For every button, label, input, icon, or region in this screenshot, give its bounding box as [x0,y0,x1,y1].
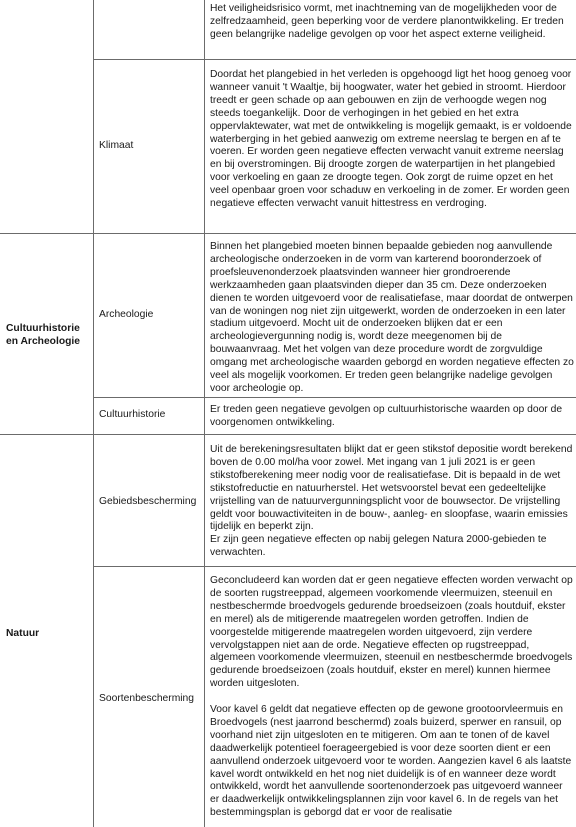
soortenbescherming-text [210,575,574,820]
external-safety-paragraph: Het veiligheidsrisico vormt, met inachtneming van de mogelijkheden voor de zelfredzaamheid, geen beperking voor de verdere planontwikkeling. Er treden geen belangrijke nadelige gevolgen op voor het aspect externe veiligheid. [210,3,564,40]
soortenbescherming-paragraph-2: Voor kavel 6 geldt dat negatieve effecten op de gewone grootoorvleermuis en Broedvogels (nest jaarrond beschermd) zoals buizerd, sperwer en ransuil, op voorhand niet zijn uitgesloten en te mitigeren. Om aan te tonen of de kavel daadwerkelijk potentieel foerageergebied is voor deze soorten dient er een aanvullend onderzoek uitgevoerd voor te worden. Aangezien kavel 6 als laatste kavel wordt ontwikkeld en het nog niet duidelijk is of en wanneer deze wordt ontwikkeld, wordt het aanvullende soortenonderzoek pas uitgevoerd wanneer er daadwerkelijk ontwikkelingsplannen zijn voor kavel 6. In de regels van het bestemmingsplan is geborgd dat er voor de realisatie [210,704,572,819]
klimaat-text [210,69,574,211]
category-natuur: Natuur [6,628,40,639]
klimaat-paragraph: Doordat het plangebied in het verleden is opgehoogd ligt het hoog genoeg voor wanneer vanuit 't Waaltje, bij hoogwater, water het gebied in stroomt. Hierdoor treedt er geen schade op aan gebouwen en zijn de verhoogde wegen nog steeds toegankelijk. Door de verhogingen in het gebied en het extra oppervlaktewater, wat met de ontwikkeling is mogelijk gemaakt, is er voldoende waterberging in het gebied aanwezig om extreme neerslag te bergen en af te voeren. Er worden geen negatieve effecten verwacht vanuit extreme neerslag en bij overstromingen. Bij droogte zorgen de waterpartijen in het plangebied voor verkoeling en gaan ze droogte tegen. Ook zorgt de ruime opzet en het veel openbaar groen voor schaduw en verkoeling in de zomer. Er worden geen negatieve effecten verwacht vanuit hittestress en verdroging. [210,69,572,210]
column-divider-right [204,0,205,827]
section-divider [0,434,576,435]
cultuurhistorie-paragraph: Er treden geen negatieve gevolgen op cultuurhistorische waarden op door de voorgenomen ontwikkeling. [210,404,563,428]
cultuurhistorie-text [210,404,574,430]
external-safety-text [210,3,574,42]
klimaat-label: Klimaat [99,140,134,151]
soortenbescherming-paragraph-1: Geconcludeerd kan worden dat er geen negatieve effecten worden verwacht op de soorten rugstreeppad, algemeen voorkomende vleermuizen, steenuil en nestbeschermde broedvogels gedurende broedseizoen (zoals houtduif, ekster en merel) als de mitigerende maatregelen worden getroffen. Indien de voorgestelde mitigerende maatregelen worden uitgevoerd, zijn verdere vervolgstappen niet aan de orde. Negatieve effecten op rugstreeppad, algemeen voorkomende vleermuizen, steenuil en nestbeschermde broedvogels gedurende broedseizoen (zoals houtduif, ekster en merel) kunnen hiermee worden uitgesloten. [210,575,573,690]
gebiedsbescherming-label: Gebiedsbescherming [99,496,197,507]
archeologie-paragraph: Binnen het plangebied moeten binnen bepaalde gebieden nog aanvullende archeologische onderzoeken in de vorm van karterend booronderzoek of proefsleuvenonderzoek plaatsvinden wanneer hier grondroerende werkzaamheden gaan plaatsvinden dieper dan 35 cm. Deze onderzoeken dienen te worden uitgevoerd voor de realisatiefase, maar doordat de ontwerpen van de woningen nog niet zijn uitgewerkt, worden de onderzoeken in een later stadium uitgevoerd. Mocht uit de onderzoeken blijken dat er een archeologievergunning nodig is, wordt deze meegenomen bij de bouwaanvraag. Met het volgen van deze procedure wordt de zorgvuldige omgang met archeologische waarden geborgd en worden negatieve effecten zo veel als mogelijk voorkomen. Er treden geen belangrijke nadelige gevolgen voor archeologie op. [210,241,574,394]
gebiedsbescherming-paragraph-1: Uit de berekeningsresultaten blijkt dat er geen stikstof depositie wordt berekend boven de 0.00 mol/ha voor zowel. Met ingang van 1 juli 2021 is er geen stikstofberekening meer nodig voor de realisatiefase. Dit is bepaald in de wet stikstofreductie en natuurherstel. Het wetsvoorstel bevat een gedeeltelijke vrijstelling van de natuurvergunningsplicht voor de bouwsector. De vrijstelling geldt voor bouwactiviteiten in de bouw-, aanleg- en sloopfase, waarin emissies tijdelijk en beperkt zijn. [210,444,573,533]
cultuurhistorie-label: Cultuurhistorie [99,409,166,420]
gebiedsbescherming-text [210,444,574,560]
row-divider [93,397,576,398]
gebiedsbescherming-paragraph-2: Er zijn geen negatieve effecten op nabij gelegen Natura 2000-gebieden te verwachten. [210,534,547,559]
row-divider [93,59,576,60]
category-cultuurhistorie-archeologie: Cultuurhistorie en Archeologie [6,323,80,347]
section-divider [0,233,576,234]
archeologie-label: Archeologie [99,309,154,320]
archeologie-text [210,241,574,396]
row-divider [93,566,576,567]
column-divider-left [93,0,94,827]
soortenbescherming-label: Soortenbescherming [99,693,195,704]
